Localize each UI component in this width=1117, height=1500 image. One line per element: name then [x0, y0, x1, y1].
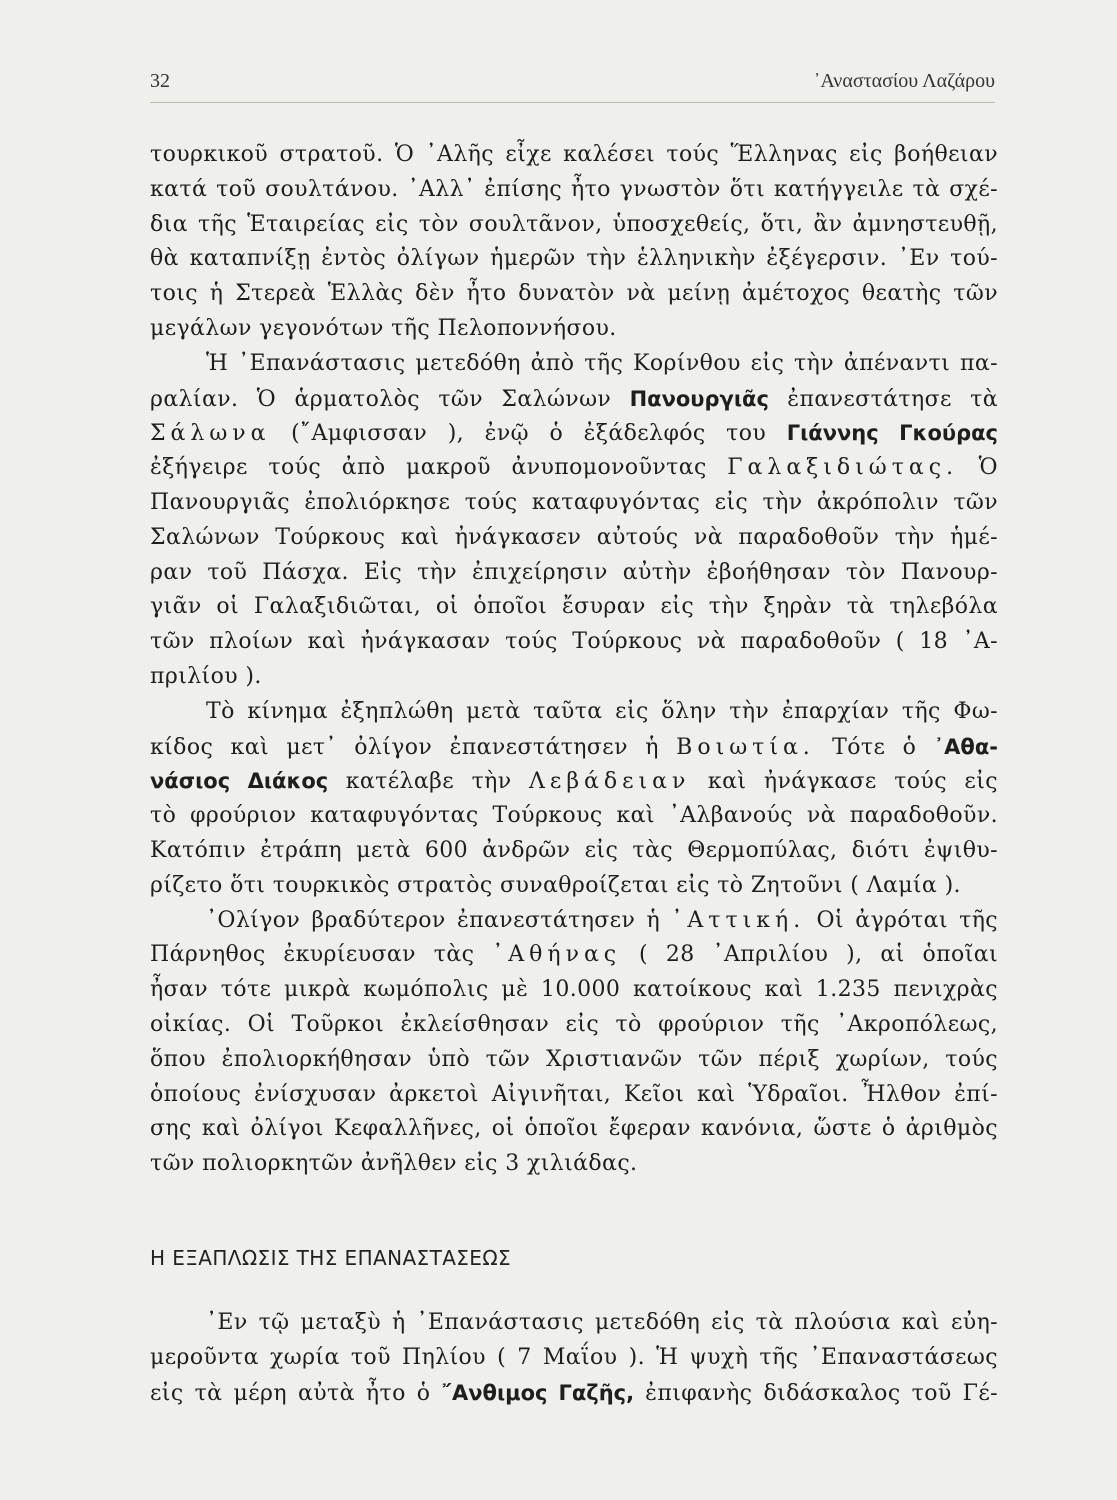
text-run: τὸ φρούριον καταφυγόντας Τούρκους καὶ ᾿Αλβανούς νὰ παραδοθοῦν.: [150, 803, 998, 829]
text-run: Πάρνηθος ἐκυρίευσαν τὰς: [150, 942, 493, 968]
text-line: [150, 764, 998, 799]
text-line: [150, 138, 998, 173]
text-run: κίδος καὶ μετ᾿ ὀλίγον ἐπανεστάτησεν ἡ: [150, 734, 677, 760]
text-line: [150, 1341, 998, 1376]
running-title: ᾿Αναστασίου Λαζάρου: [813, 70, 995, 92]
text-line: [150, 1008, 998, 1043]
spaced-place-name: Βοιωτία.: [676, 734, 815, 760]
text-run: Κατόπιν ἐτράπη μετὰ 600 ἀνδρῶν εἰς τὰς Θερμοπύλας, διότι ἐψιθυ-: [150, 837, 998, 863]
text-run: κατά τοῦ σουλτάνου. ᾿Αλλ᾿ ἐπίσης ἦτο γνωστὸν ὅτι κατήγγειλε τὰ σχέ-: [150, 176, 998, 202]
text-run: τοις ἡ Στερεὰ Ἑλλὰς δὲν ἦτο δυνατὸν νὰ μείνῃ ἀμέτοχος θεατὴς τῶν: [150, 281, 998, 307]
text-run: μεγάλων γεγονότων τῆς Πελοποννήσου.: [150, 315, 617, 341]
text-line: [150, 1376, 998, 1411]
text-run: δια τῆς Ἑταιρείας εἰς τὸν σουλτᾶνον, ὑποσχεθείς, ὅτι, ἂν ἀμνηστευθῇ,: [150, 211, 998, 237]
page-header: [150, 66, 995, 103]
text-line: [150, 973, 998, 1008]
text-run: ὅπου ἐπολιορκήθησαν ὑπὸ τῶν Χριστιανῶν τῶν πέριξ χωρίων, τούς: [150, 1046, 998, 1072]
text-run: τουρκικοῦ στρατοῦ. Ὁ ᾿Αλῆς εἶχε καλέσει τούς Ἕλληνας εἰς βοήθειαν: [150, 142, 998, 167]
text-line: [150, 938, 998, 973]
text-run: καὶ ἠνάγκασε τούς εἰς: [690, 769, 998, 795]
text-run: ἐπανεστάτησε τὰ: [768, 386, 998, 412]
text-run: κατέλαβε τὴν: [328, 769, 530, 795]
text-run: ἐξήγειρε τούς ἀπὸ μακροῦ ἀνυπομονοῦντας: [150, 455, 728, 481]
text-run: εἰς τὰ μέρη αὐτὰ ἦτο ὁ: [150, 1380, 442, 1406]
text-run: οἰκίας. Οἱ Τοῦρκοι ἐκλείσθησαν εἰς τὸ φρούριον τῆς ᾿Ακροπόλεως,: [150, 1011, 998, 1037]
text-run: ρίζετο ὅτι τουρκικὸς στρατὸς συναθροίζεται εἰς τὸ Ζητοῦνι ( Λαμία ).: [150, 872, 961, 898]
text-line: [150, 208, 998, 243]
section-heading: Η ΕΞΑΠΛΩΣΙΣ ΤΗΣ ΕΠΑΝΑΣΤΑΣΕΩΣ: [150, 1246, 512, 1270]
text-line: [150, 1306, 998, 1341]
bold-name: ᾿Αθα-: [933, 734, 998, 759]
spaced-place-name: ᾿Αττική.: [671, 907, 806, 933]
text-run: Ὁ: [958, 455, 998, 481]
text-line: [150, 277, 998, 312]
text-run: σης καὶ ὀλίγοι Κεφαλλῆνες, οἱ ὁποῖοι ἔφεραν κανόνια, ὥστε ὁ ἀριθμὸς: [150, 1116, 998, 1142]
text-run: (῎Αμφισσαν ), ἐνῷ ὁ ἐξάδελφός του: [270, 421, 787, 447]
text-run: Σαλώνων Τούρκους καὶ ἠνάγκασεν αὐτούς νὰ παραδοθοῦν τὴν ἡμέ-: [150, 524, 998, 550]
text-line: [150, 799, 998, 834]
text-line: [150, 625, 998, 660]
bold-name: ῎Ανθιμος Γαζῆς,: [441, 1380, 635, 1405]
body-text: [150, 138, 998, 1182]
text-line: [150, 1078, 998, 1113]
spaced-place-name: Λεβάδειαν: [529, 769, 691, 795]
text-line: [150, 1147, 998, 1182]
text-run: Ἡ ᾿Επανάστασις μετεδόθη ἀπὸ τῆς Κορίνθου εἰς τὴν ἀπέναντι πα-: [206, 350, 998, 376]
text-run: τῶν πολιορκητῶν ἀνῆλθεν εἰς 3 χιλιάδας.: [150, 1151, 638, 1177]
body-text-continued: [150, 1306, 998, 1410]
bold-name: Πανουργιᾶς: [629, 386, 769, 411]
text-run: πριλίου ).: [150, 663, 262, 689]
text-run: ραλίαν. Ὁ ἁρματολὸς τῶν Σαλώνων: [150, 386, 630, 412]
text-run: θὰ καταπνίξῃ ἐντὸς ὀλίγων ἡμερῶν τὴν ἑλληνικὴν ἐξέγερσιν. ᾿Εν τού-: [150, 246, 998, 272]
text-line: [150, 416, 998, 451]
text-line: [150, 869, 998, 904]
text-line: [150, 730, 998, 765]
text-line: [150, 590, 998, 625]
bold-name: νάσιος Διάκος: [150, 769, 329, 794]
spaced-place-name: Σάλωνα: [150, 421, 271, 447]
text-line: [150, 312, 998, 347]
text-line: [150, 347, 998, 382]
text-line: [150, 173, 998, 208]
text-line: [150, 242, 998, 277]
text-run: ἦσαν τότε μικρὰ κωμόπολις μὲ 10.000 κατοίκους καὶ 1.235 πενιχρὰς: [150, 977, 998, 1003]
text-line: [150, 1112, 998, 1147]
text-line: [150, 695, 998, 730]
page-number: 32: [150, 70, 170, 92]
text-line: [150, 486, 998, 521]
text-line: [150, 904, 998, 939]
text-line: [150, 1043, 998, 1078]
text-line: [150, 834, 998, 869]
text-run: τῶν πλοίων καὶ ἠνάγκασαν τούς Τούρκους νὰ παραδοθοῦν ( 18 ᾿Α-: [150, 629, 998, 655]
text-run: ραν τοῦ Πάσχα. Εἰς τὴν ἐπιχείρησιν αὐτὴν ἐβοήθησαν τὸν Πανουρ-: [150, 559, 998, 585]
spaced-place-name: Γαλαξιδιώτας.: [727, 455, 959, 481]
text-run: ἐπιφανὴς διδάσκαλος τοῦ Γέ-: [634, 1380, 998, 1406]
spaced-place-name: ᾿Αθήνας: [492, 942, 622, 968]
text-run: ὁποίους ἐνίσχυσαν ἀρκετοὶ Αἰγινῆται, Κεῖοι καὶ Ὑδραῖοι. Ἦλθον ἐπί-: [150, 1081, 998, 1107]
text-line: [150, 382, 998, 417]
text-line: [150, 521, 998, 556]
text-line: [150, 660, 998, 695]
text-line: [150, 556, 998, 591]
text-run: Οἱ ἀγρόται τῆς: [805, 907, 998, 933]
text-run: ( 28 ᾿Απριλίου ), αἱ ὁποῖαι: [621, 942, 998, 968]
text-run: Πανουργιᾶς ἐπολιόρκησε τούς καταφυγόντας εἰς τὴν ἀκρόπολιν τῶν: [150, 489, 998, 515]
text-run: Τότε ὁ: [814, 734, 934, 760]
bold-name: Γιάννης Γκούρας: [786, 421, 998, 446]
text-run: ᾿Ολίγον βραδύτερον ἐπανεστάτησεν ἡ: [206, 907, 672, 933]
text-run: Τὸ κίνημα ἐξηπλώθη μετὰ ταῦτα εἰς ὅλην τὴν ἐπαρχίαν τῆς Φω-: [206, 698, 998, 724]
text-run: μεροῦντα χωρία τοῦ Πηλίου ( 7 Μαΐου ). Ἡ ψυχὴ τῆς ᾿Επαναστάσεως: [150, 1344, 998, 1370]
text-line: [150, 451, 998, 486]
text-run: γιᾶν οἱ Γαλαξιδιῶται, οἱ ὁποῖοι ἔσυραν εἰς τὴν ξηρὰν τὰ τηλεβόλα: [150, 594, 998, 620]
text-run: ᾿Εν τῷ μεταξὺ ἡ ᾿Επανάστασις μετεδόθη εἰς τὰ πλούσια καὶ εὐη-: [206, 1310, 998, 1335]
